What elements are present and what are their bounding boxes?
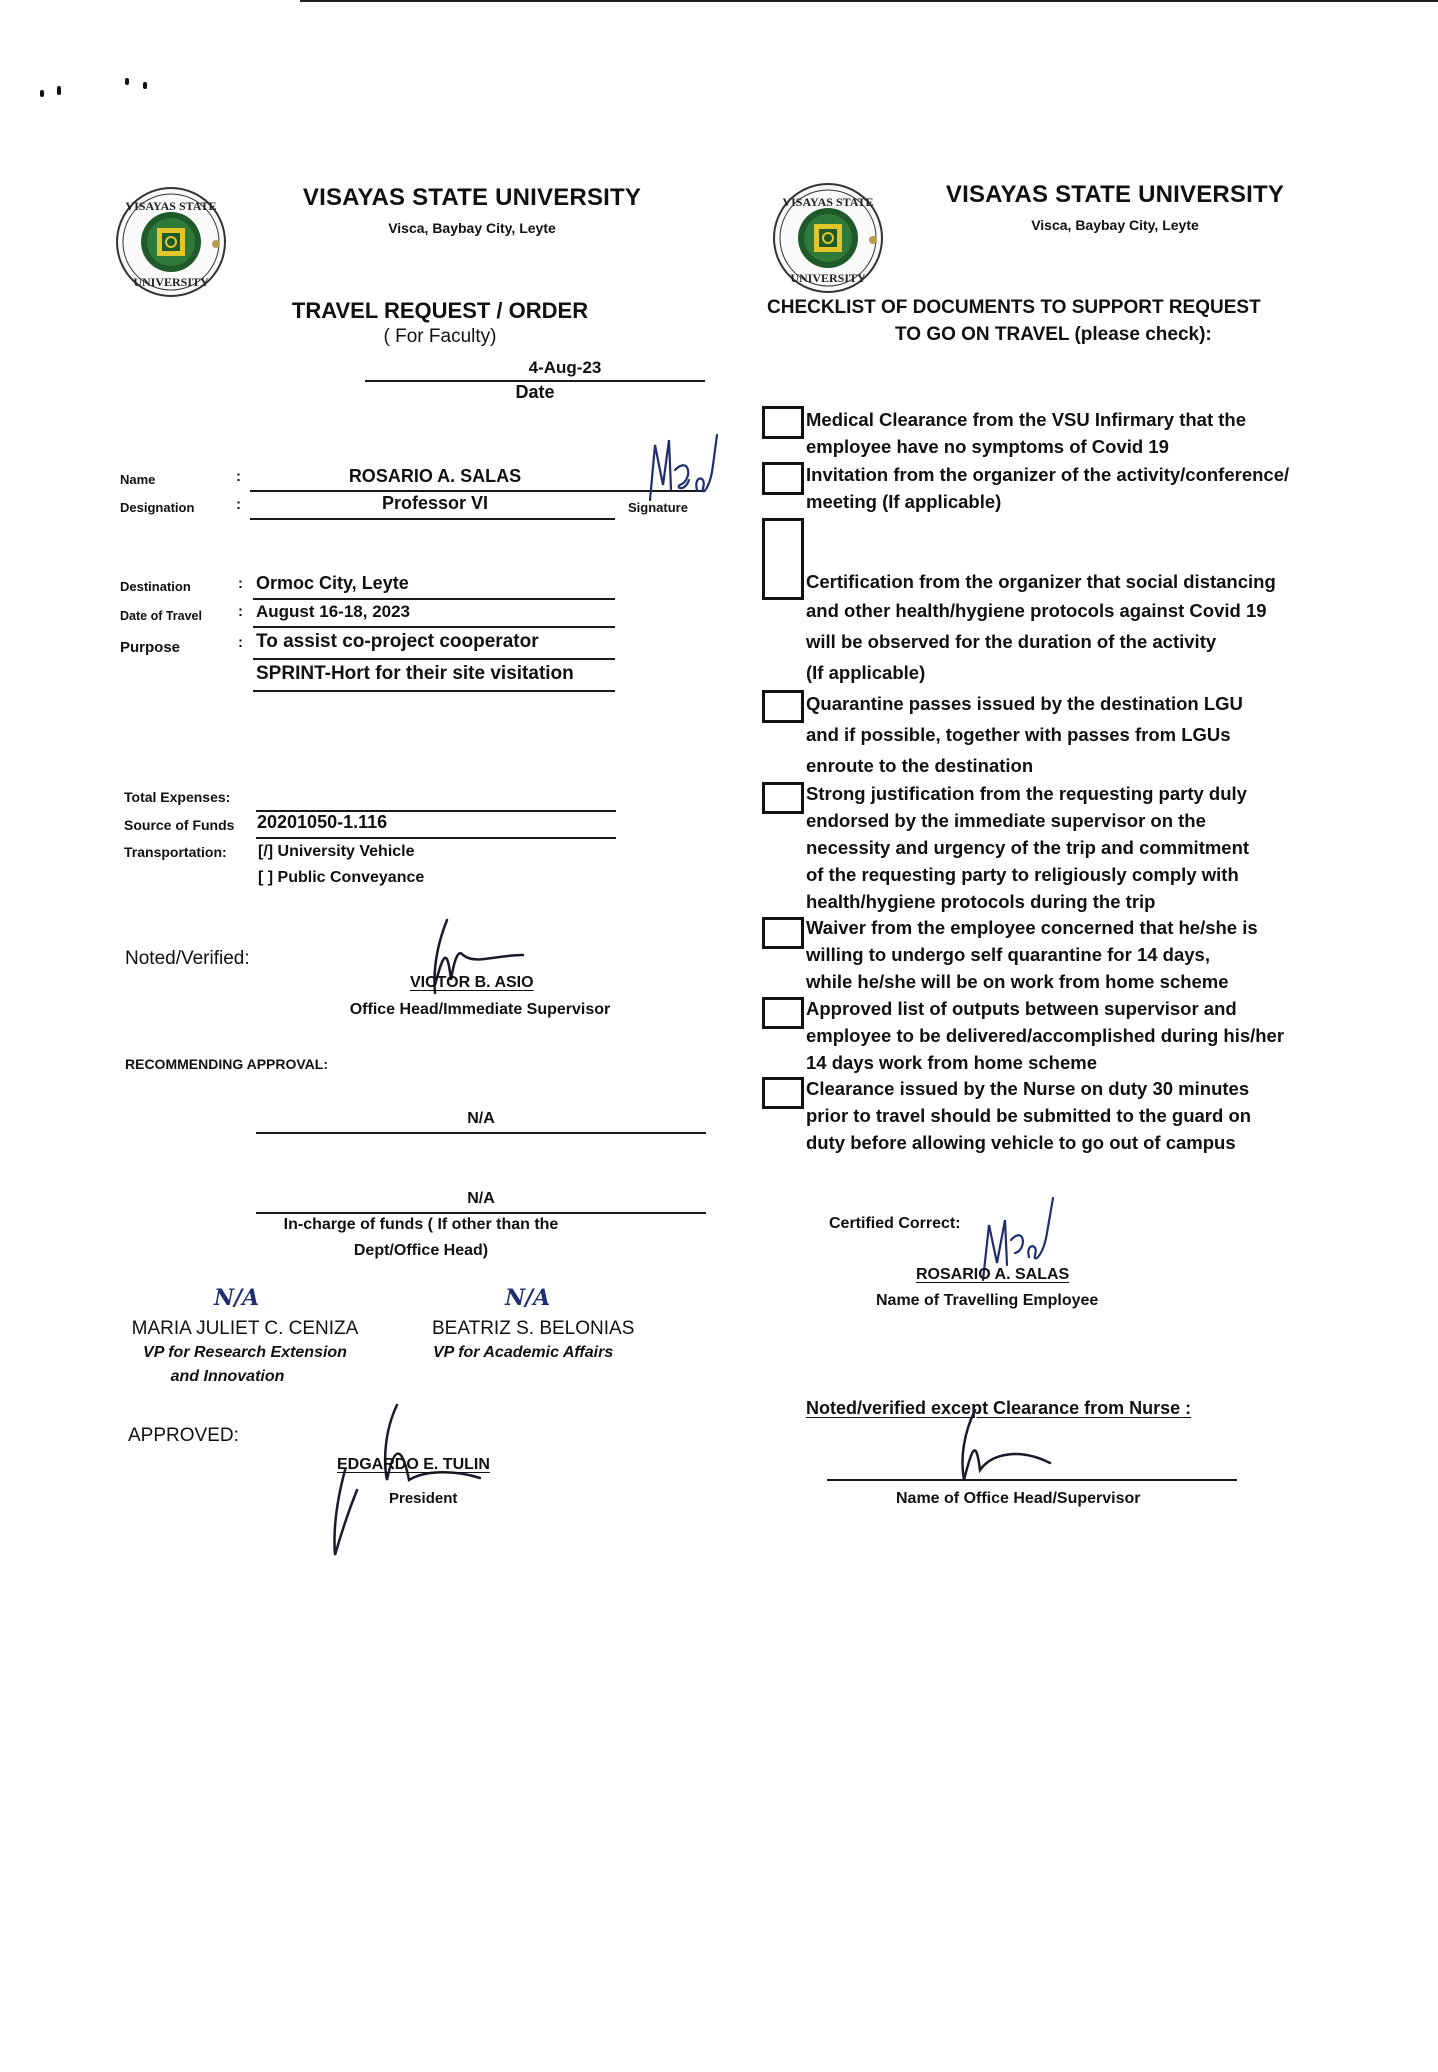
- date-of-travel-line: [253, 626, 615, 628]
- purpose-line1: [253, 658, 615, 660]
- svg-text:VISAYAS STATE: VISAYAS STATE: [782, 195, 874, 209]
- office-head-signature-line: [827, 1479, 1237, 1481]
- scan-speck: [125, 78, 129, 85]
- designation-label: Designation: [120, 500, 195, 515]
- checklist-item-text: Certification from the organizer that social distancing: [806, 571, 1276, 592]
- scan-speck: [57, 86, 61, 95]
- checklist-item-text: Clearance issued by the Nurse on duty 30 minutes: [806, 1078, 1250, 1099]
- destination-label: Destination: [120, 579, 191, 594]
- checklist-item-text: (If applicable): [806, 662, 926, 683]
- purpose-value-line2[interactable]: SPRINT-Hort for their site visitation: [256, 663, 574, 684]
- checklist-title-line2: TO GO ON TRAVEL (please check):: [895, 324, 1212, 345]
- scan-speck: [143, 82, 147, 89]
- colon: :: [236, 468, 241, 485]
- checklist-item-text: willing to undergo self quarantine for 14 days,: [806, 944, 1210, 965]
- checklist-item-text: duty before allowing vehicle to go out of campus: [806, 1132, 1236, 1153]
- checklist-item-text: necessity and urgency of the trip and commitment: [806, 837, 1250, 858]
- signature-label: Signature: [628, 500, 688, 515]
- incharge-funds-caption-line2: Dept/Office Head): [353, 1242, 489, 1259]
- checklist-item-text: endorsed by the immediate supervisor on the: [806, 810, 1206, 831]
- checkbox-invitation[interactable]: [762, 462, 804, 495]
- source-of-funds-line: [256, 837, 616, 839]
- supervisor-signature-icon: [950, 1408, 1070, 1488]
- date-of-travel-value[interactable]: August 16-18, 2023: [256, 602, 411, 621]
- checklist-item-text: Waiver from the employee concerned that he/she is: [806, 917, 1258, 938]
- checklist-title-line1: CHECKLIST OF DOCUMENTS TO SUPPORT REQUEST: [767, 297, 1261, 318]
- destination-line: [253, 598, 615, 600]
- source-of-funds-value[interactable]: 20201050-1.116: [257, 812, 388, 832]
- form-title: TRAVEL REQUEST / ORDER: [291, 298, 589, 323]
- checklist-item-text: 14 days work from home scheme: [806, 1052, 1097, 1073]
- noted-except-nurse-label: Noted/verified except Clearance from Nurse :: [806, 1398, 1192, 1418]
- travelling-employee-name: ROSARIO A. SALAS: [916, 1266, 1070, 1283]
- name-value[interactable]: ROSARIO A. SALAS: [348, 466, 522, 486]
- checkbox-strong-justification[interactable]: [762, 782, 804, 814]
- president-position: President: [389, 1490, 458, 1507]
- checklist-item-text: and if possible, together with passes from LGUs: [806, 724, 1231, 745]
- form-subtitle: ( For Faculty): [383, 326, 497, 347]
- purpose-line2: [253, 690, 615, 692]
- colon: :: [236, 496, 241, 513]
- noted-verified-label: Noted/Verified:: [125, 948, 250, 969]
- supervisor-name: VICTOR B. ASIO: [410, 974, 534, 991]
- checklist-item-text: employee have no symptoms of Covid 19: [806, 436, 1169, 457]
- svg-text:VISAYAS STATE: VISAYAS STATE: [125, 199, 217, 213]
- svg-text:UNIVERSITY: UNIVERSITY: [133, 275, 209, 289]
- rosario-salas-signature-icon: [645, 430, 725, 520]
- total-expenses-label: Total Expenses:: [124, 789, 231, 805]
- scan-speck: [40, 90, 44, 97]
- na-handwritten-mark: N/A: [505, 1285, 551, 1311]
- checklist-item-text: Invitation from the organizer of the activity/conference/: [806, 464, 1290, 485]
- vp-academic-position: VP for Academic Affairs: [433, 1344, 614, 1361]
- checkbox-approved-outputs[interactable]: [762, 997, 804, 1029]
- checkbox-nurse-clearance[interactable]: [762, 1077, 804, 1109]
- destination-value[interactable]: Ormoc City, Leyte: [256, 573, 409, 593]
- vp-research-name: MARIA JULIET C. CENIZA: [131, 1318, 359, 1339]
- designation-value[interactable]: Professor VI: [381, 493, 489, 513]
- date-of-travel-label: Date of Travel: [120, 609, 202, 623]
- checklist-item-text: prior to travel should be submitted to the guard on: [806, 1105, 1252, 1126]
- transportation-label: Transportation:: [124, 844, 227, 860]
- certified-correct-label: Certified Correct:: [829, 1215, 961, 1232]
- checklist-item-text: of the requesting party to religiously comply with: [806, 864, 1239, 885]
- checklist-item-text: Medical Clearance from the VSU Infirmary that the: [806, 409, 1247, 430]
- university-name: VISAYAS STATE UNIVERSITY: [302, 184, 642, 211]
- transport-option-university-vehicle[interactable]: [/] University Vehicle: [258, 843, 415, 860]
- supervisor-position: Office Head/Immediate Supervisor: [349, 1001, 611, 1018]
- recommending-approval-label: RECOMMENDING APPROVAL:: [125, 1056, 328, 1072]
- vp-research-position-line2: and Innovation: [170, 1368, 285, 1385]
- colon: :: [238, 634, 243, 651]
- checklist-item-text: while he/she will be on work from home scheme: [806, 971, 1229, 992]
- checklist-item-text: and other health/hygiene protocols against Covid 19: [806, 600, 1267, 621]
- checklist-item-text: health/hygiene protocols during the trip: [806, 891, 1156, 912]
- recommending-line: [256, 1132, 706, 1134]
- svg-text:UNIVERSITY: UNIVERSITY: [790, 271, 866, 285]
- checklist-item-text: will be observed for the duration of the activity: [806, 631, 1217, 652]
- designation-line: [250, 518, 615, 520]
- checkbox-certification-social-distancing[interactable]: [762, 518, 804, 600]
- name-line: [250, 490, 705, 492]
- checkbox-quarantine-passes[interactable]: [762, 690, 804, 723]
- scan-edge-line: [300, 0, 1438, 2]
- purpose-value-line1[interactable]: To assist co-project cooperator: [256, 631, 539, 652]
- na-handwritten-mark: N/A: [214, 1285, 260, 1311]
- purpose-label: Purpose: [120, 639, 181, 656]
- president-signature-icon: [305, 1400, 505, 1565]
- checklist-item-text: employee to be delivered/accomplished during his/her: [806, 1025, 1285, 1046]
- date-label: Date: [515, 382, 555, 402]
- checkbox-waiver-self-quarantine[interactable]: [762, 917, 804, 949]
- president-name: EDGARDO E. TULIN: [337, 1456, 490, 1473]
- checklist-item-text: Approved list of outputs between supervisor and: [806, 998, 1237, 1019]
- checklist-item-text: Strong justification from the requesting party duly: [806, 783, 1247, 804]
- recommending-value[interactable]: N/A: [467, 1110, 495, 1127]
- vp-research-position-line1: VP for Research Extension: [143, 1344, 347, 1361]
- incharge-funds-caption-line1: In-charge of funds ( If other than the: [283, 1216, 559, 1233]
- checklist-item-text: Quarantine passes issued by the destination LGU: [806, 693, 1243, 714]
- transport-option-public-conveyance[interactable]: [ ] Public Conveyance: [258, 869, 425, 886]
- university-address: Visca, Baybay City, Leyte: [388, 220, 556, 236]
- travelling-employee-caption: Name of Travelling Employee: [876, 1292, 1099, 1309]
- date-value[interactable]: 4-Aug-23: [528, 358, 602, 377]
- colon: :: [238, 603, 243, 620]
- university-name: VISAYAS STATE UNIVERSITY: [945, 181, 1285, 208]
- source-of-funds-label: Source of Funds: [124, 817, 235, 833]
- incharge-funds-line: [256, 1212, 706, 1214]
- office-head-caption: Name of Office Head/Supervisor: [896, 1490, 1141, 1507]
- checklist-item-text: meeting (If applicable): [806, 491, 1002, 512]
- incharge-funds-value[interactable]: N/A: [467, 1190, 495, 1207]
- name-label: Name: [120, 472, 156, 487]
- checkbox-medical-clearance[interactable]: [762, 406, 804, 439]
- vp-academic-name: BEATRIZ S. BELONIAS: [432, 1318, 635, 1339]
- colon: :: [238, 575, 243, 592]
- vsu-seal-icon: [772, 182, 884, 294]
- vsu-seal-icon: [115, 186, 227, 298]
- approved-label: APPROVED:: [128, 1425, 239, 1446]
- checklist-item-text: enroute to the destination: [806, 755, 1034, 776]
- university-address: Visca, Baybay City, Leyte: [1031, 217, 1199, 233]
